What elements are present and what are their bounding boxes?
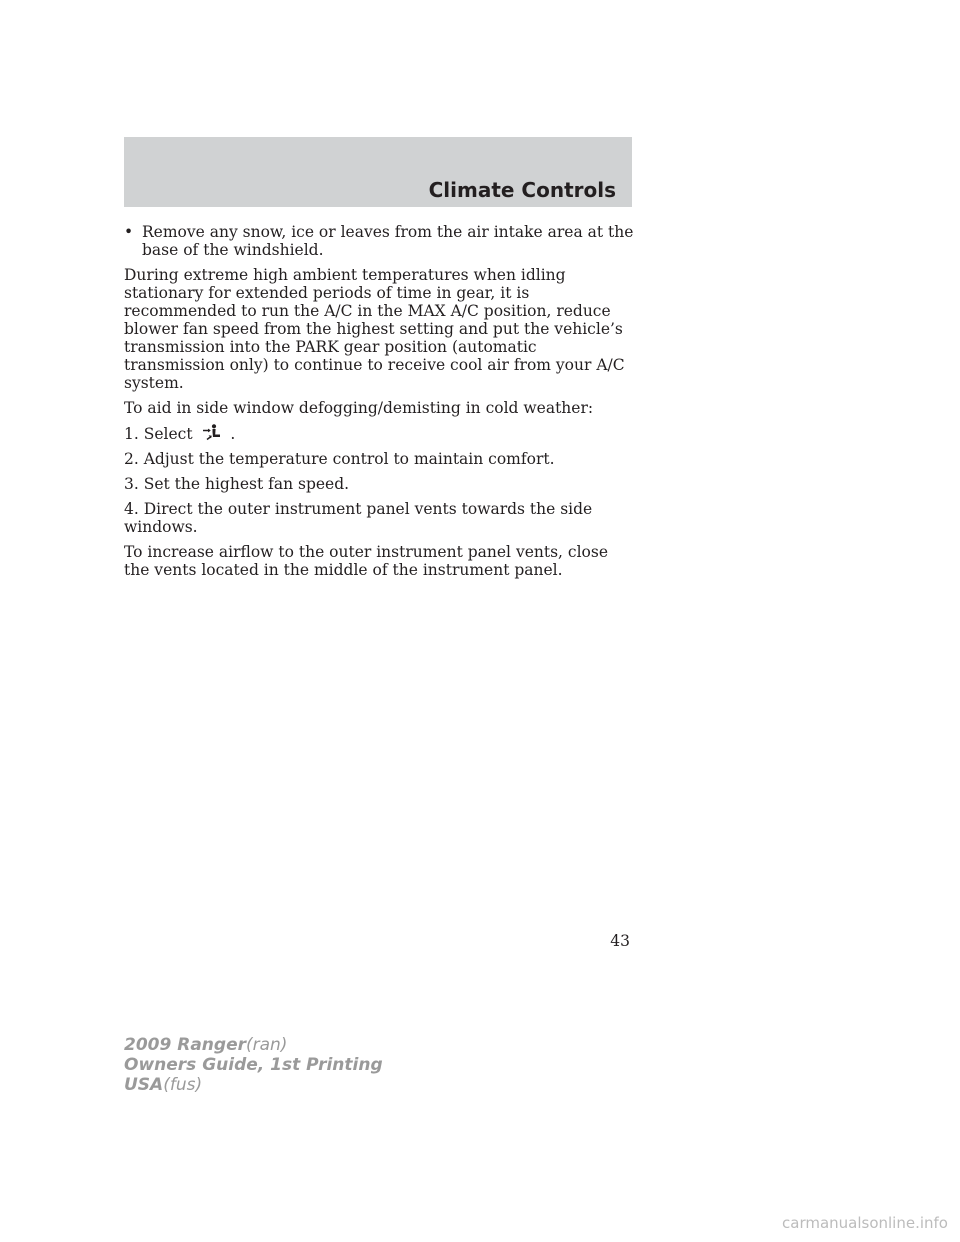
panel-floor-airflow-icon xyxy=(199,424,225,441)
watermark: carmanualsonline.info xyxy=(782,1214,948,1232)
step-1 xyxy=(124,424,634,443)
step-2: 2. Adjust the temperature control to maintain comfort. xyxy=(124,450,555,468)
bullet-item xyxy=(124,223,634,259)
footer-model-code: (ran) xyxy=(245,1035,288,1055)
paragraph-defogging-intro: To aid in side window defogging/demisting in cold weather: xyxy=(124,399,594,417)
section-header-band xyxy=(124,137,632,207)
step-3: 3. Set the highest fan speed. xyxy=(124,475,350,493)
document-footer xyxy=(124,1035,383,1095)
paragraph-extreme-temperatures: During extreme high ambient temperatures when idling stationary for extended periods of time in gear, it is recommended to run the A/C in the MAX A/C position, reduce blower fan speed from the highest setting and put the vehicle’s transmission into the PARK gear position (automatic transmission only) to continue to receive cool air from your A/C system. xyxy=(124,266,625,392)
page-number: 43 xyxy=(610,932,630,950)
page-content xyxy=(124,223,634,586)
section-title: Climate Controls xyxy=(428,178,616,202)
paragraph-increase-airflow: To increase airflow to the outer instrument panel vents, close the vents located in the middle of the instrument panel. xyxy=(124,543,608,579)
bullet-marker: • xyxy=(124,223,134,241)
footer-line-2: Owners Guide, 1st Printing xyxy=(124,1055,383,1075)
step-1-prefix: 1. Select xyxy=(124,425,193,443)
footer-market-code: (fus) xyxy=(163,1075,203,1095)
bullet-text: Remove any snow, ice or leaves from the air intake area at the base of the windshield. xyxy=(142,223,634,259)
footer-line-3 xyxy=(124,1075,383,1095)
step-4: 4. Direct the outer instrument panel vents towards the side windows. xyxy=(124,500,593,536)
step-1-suffix: . xyxy=(230,425,236,443)
footer-market: USA xyxy=(124,1075,164,1095)
footer-line-1 xyxy=(124,1035,383,1055)
footer-model: 2009 Ranger xyxy=(124,1035,246,1055)
